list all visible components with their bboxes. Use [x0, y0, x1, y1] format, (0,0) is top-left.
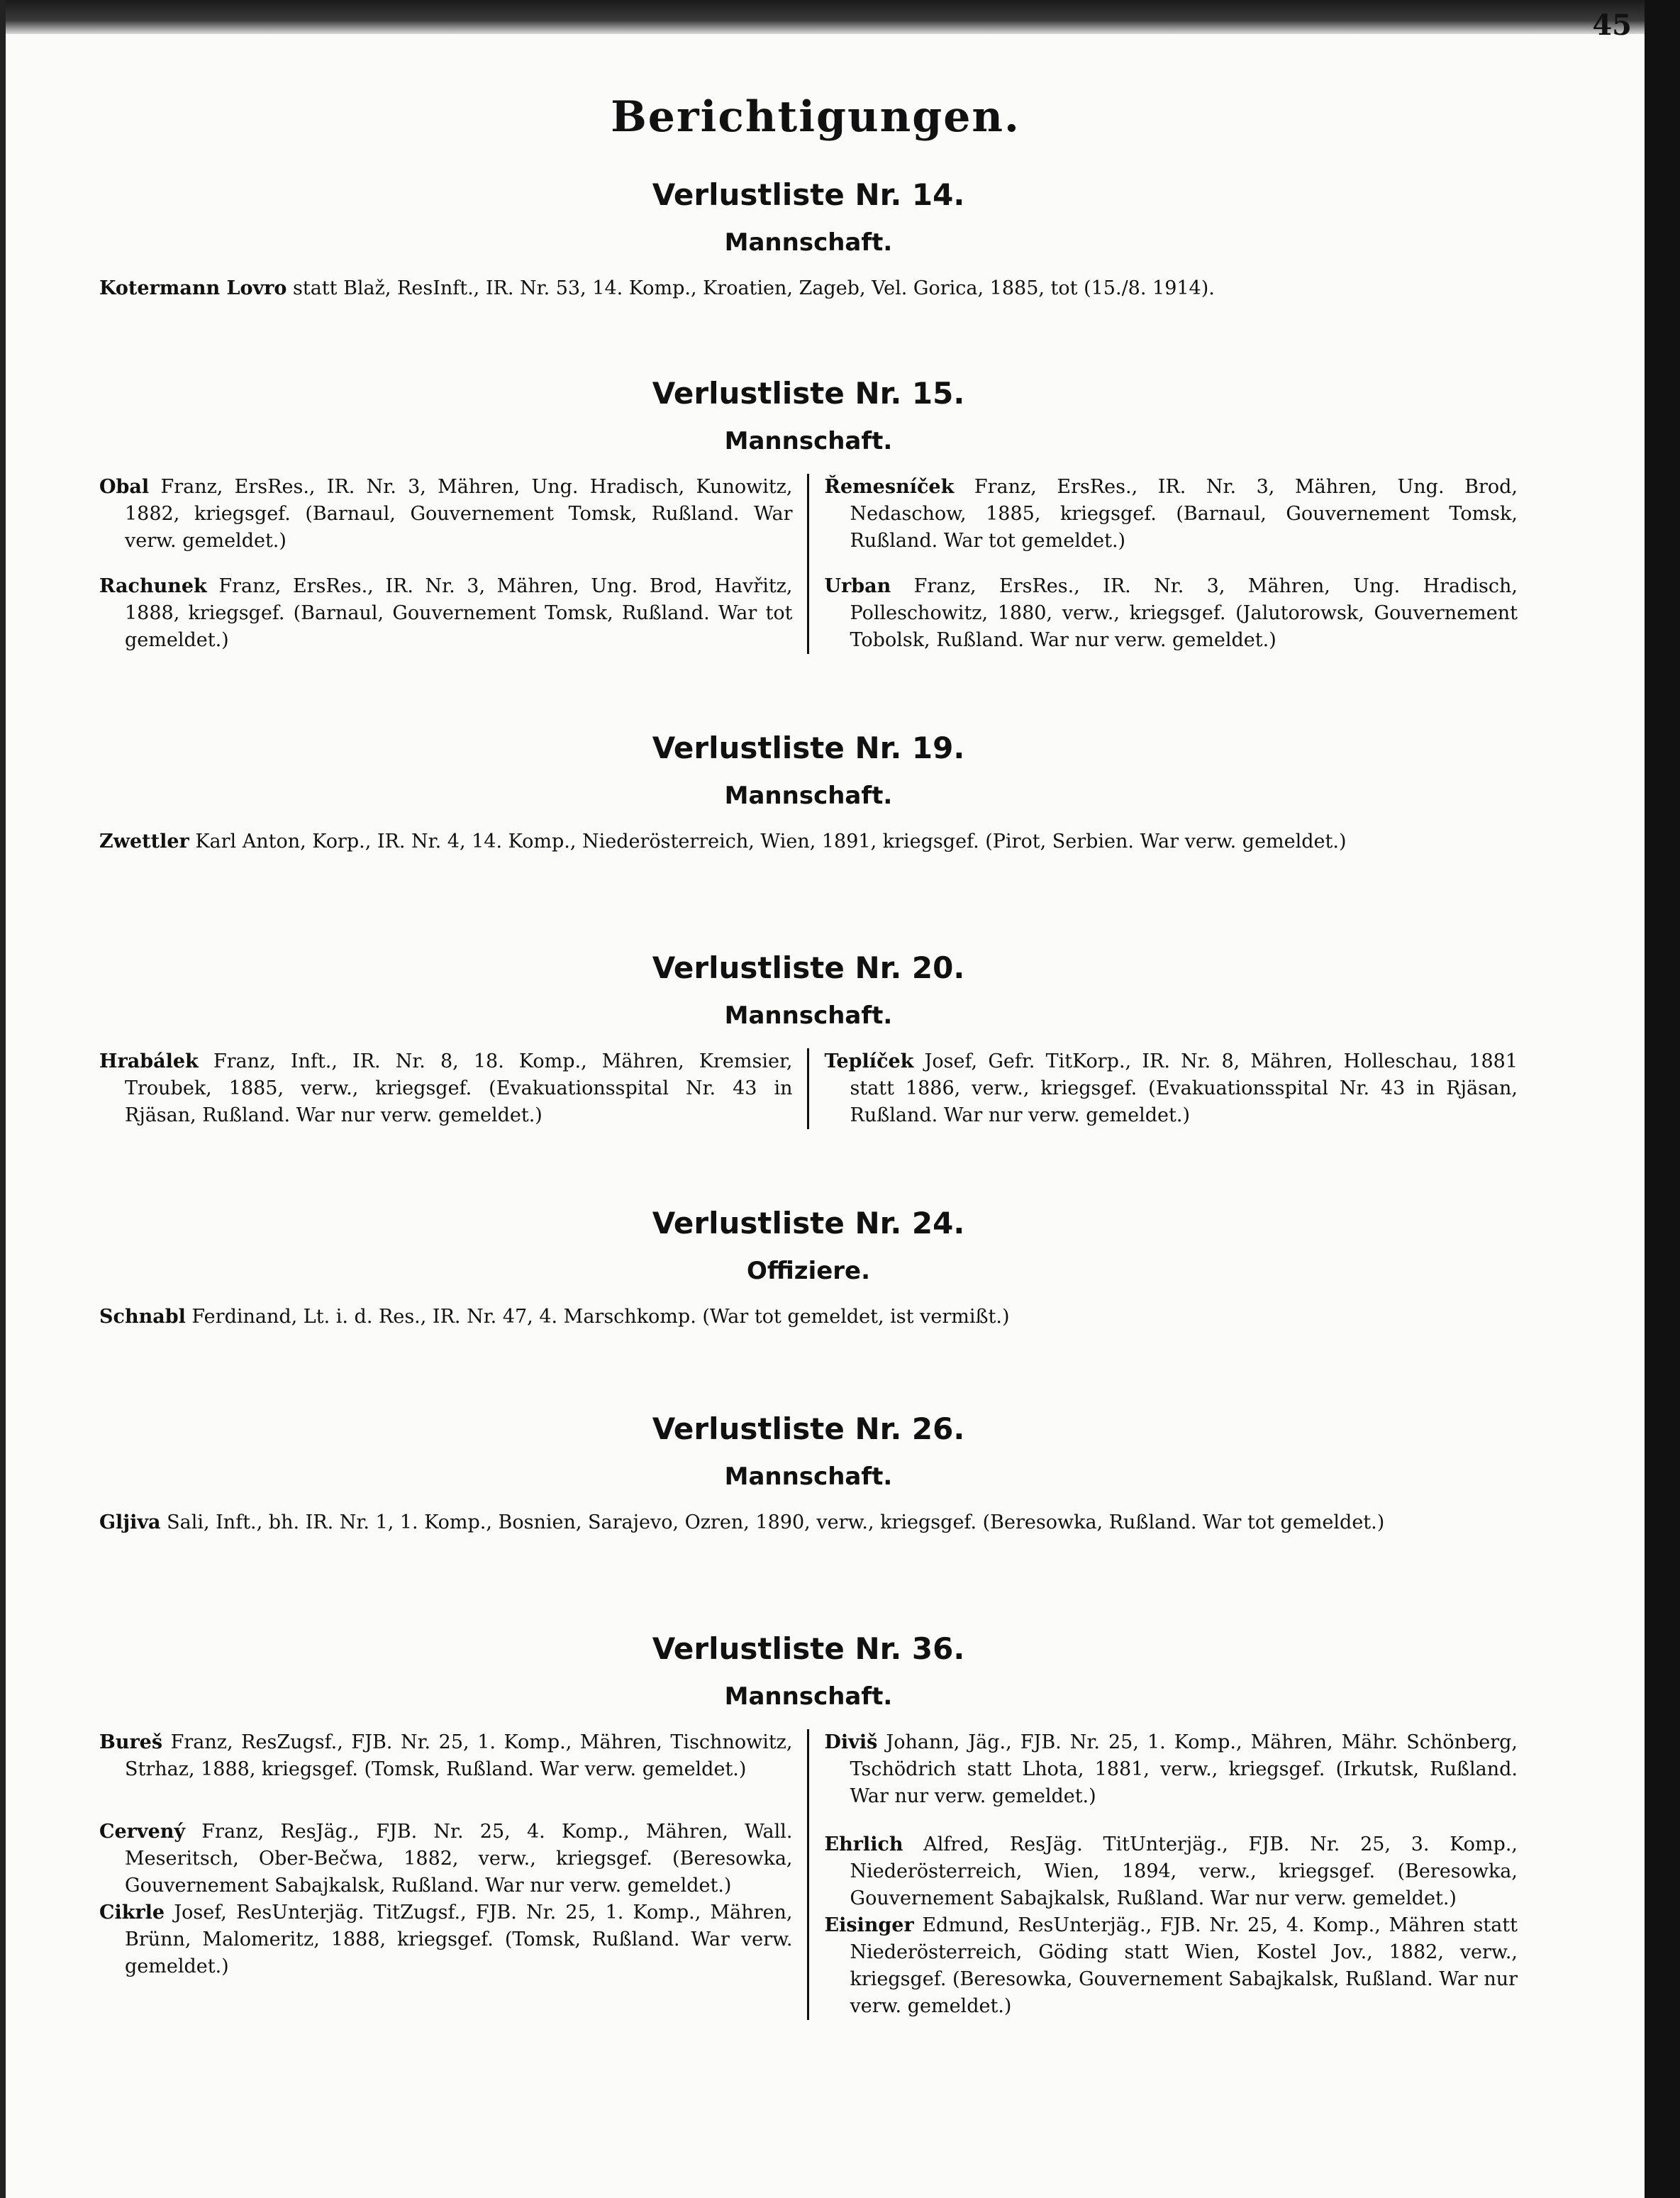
entry-text: Josef, ResUnterjäg. TitZugsf., FJB. Nr. 25, 1. Komp., Mähren, Brünn, Malomeritz, 1888, kriegsgef. (Tomsk, Rußland. War verw. gemeldet.) — [125, 1902, 793, 1977]
scan-right-edge — [1645, 0, 1680, 2198]
list-heading: Verlustliste Nr. 14. — [652, 177, 965, 212]
entry — [99, 573, 793, 654]
entry-name: Obal — [99, 476, 150, 498]
list-heading: Verlustliste Nr. 36. — [652, 1631, 965, 1666]
entry — [99, 828, 1518, 855]
list-heading: Verlustliste Nr. 19. — [652, 731, 965, 765]
entry-text: Franz, ResJäg., FJB. Nr. 25, 4. Komp., Mähren, Wall. Meseritsch, Ober-Bečwa, 1882, verw., kriegsgef. (Beresowka, Gouvernement Sabajkalsk, Rußland. War nur verw. gemeldet.) — [125, 1821, 793, 1897]
entry — [825, 1912, 1518, 2020]
page-title: Berichtigungen. — [611, 92, 1020, 142]
right-column — [807, 474, 1518, 654]
section-list-15 — [99, 376, 1518, 654]
entry — [825, 573, 1518, 654]
entry — [99, 1819, 793, 1899]
left-column — [99, 474, 807, 654]
entry-name: Zwettler — [99, 831, 189, 853]
scan-left-edge — [0, 0, 6, 2198]
section-list-24 — [99, 1206, 1518, 1331]
list-heading: Verlustliste Nr. 26. — [652, 1411, 965, 1446]
two-column-entries — [99, 474, 1518, 654]
entry-name: Teplíček — [824, 1050, 914, 1072]
two-column-entries — [99, 1048, 1518, 1129]
entry-text: Franz, Inft., IR. Nr. 8, 18. Komp., Mähren, Kremsier, Troubek, 1885, verw., kriegsgef. (Evakuationsspital Nr. 43 in Rjäsan, Rußland. War nur verw. gemeldet.) — [125, 1050, 793, 1126]
group-heading: Mannschaft. — [724, 1682, 893, 1711]
entry-text: Karl Anton, Korp., IR. Nr. 4, 14. Komp., Niederösterreich, Wien, 1891, kriegsgef. (Pirot, Serbien. War verw. gemeldet.) — [189, 831, 1347, 853]
entry — [99, 1048, 793, 1129]
entry-name: Gljiva — [99, 1511, 161, 1533]
scan-top-edge — [0, 0, 1680, 34]
group-heading: Mannschaft. — [724, 1001, 893, 1030]
right-column — [807, 1729, 1518, 2020]
left-column — [99, 1729, 807, 2020]
entry-name: Urban — [824, 575, 891, 597]
entry-text: Franz, ErsRes., IR. Nr. 3, Mähren, Ung. Brod, Nedaschow, 1885, kriegsgef. (Barnaul, Gouvernement Tomsk, Rußland. War tot gemeldet.) — [850, 476, 1518, 552]
entry — [99, 275, 1518, 302]
group-heading: Mannschaft. — [724, 782, 893, 810]
entry — [99, 474, 793, 555]
entry-name: Schnabl — [99, 1306, 186, 1328]
entry — [99, 1304, 1518, 1331]
entry-name: Kotermann Lovro — [99, 277, 287, 299]
entry-name: Diviš — [824, 1731, 878, 1753]
list-heading: Verlustliste Nr. 24. — [652, 1206, 965, 1240]
entry — [99, 1729, 793, 1783]
entry — [825, 1831, 1518, 1912]
entry-text: Franz, ErsRes., IR. Nr. 3, Mähren, Ung. Brod, Havřitz, 1888, kriegsgef. (Barnaul, Gouvernement Tomsk, Rußland. War tot gemeldet.) — [125, 575, 793, 651]
entry-name: Cervený — [99, 1821, 186, 1843]
entry — [99, 1899, 793, 1980]
section-list-19 — [99, 731, 1518, 855]
group-heading: Mannschaft. — [724, 228, 893, 257]
entry-text: Josef, Gefr. TitKorp., IR. Nr. 8, Mähren, Holleschau, 1881 statt 1886, verw., kriegsgef. (Evakuationsspital Nr. 43 in Rjäsan, Rußland. War nur verw. gemeldet.) — [850, 1050, 1518, 1126]
entry-name: Hrabálek — [99, 1050, 199, 1072]
entry-name: Rachunek — [99, 575, 207, 597]
entry — [825, 1048, 1518, 1129]
entry-text: Ferdinand, Lt. i. d. Res., IR. Nr. 47, 4. Marschkomp. (War tot gemeldet, ist vermißt.) — [185, 1306, 1010, 1328]
entry-text: Sali, Inft., bh. IR. Nr. 1, 1. Komp., Bosnien, Sarajevo, Ozren, 1890, verw., kriegsgef. (Beresowka, Rußland. War tot gemeldet.) — [160, 1511, 1385, 1533]
entry-text: Edmund, ResUnterjäg., FJB. Nr. 25, 4. Komp., Mähren statt Niederösterreich, Göding statt Wien, Kostel Jov., 1882, verw., kriegsgef. (Beresowka, Gouvernement Sabajkalsk, Rußland. War nur verw. gemeldet.) — [850, 1914, 1518, 2017]
group-heading: Offiziere. — [746, 1257, 871, 1285]
entry-text: Franz, ResZugsf., FJB. Nr. 25, 1. Komp., Mähren, Tischnowitz, Strhaz, 1888, kriegsgef. (Tomsk, Rußland. War verw. gemeldet.) — [125, 1731, 793, 1780]
group-heading: Mannschaft. — [724, 427, 893, 455]
section-list-26 — [99, 1411, 1518, 1536]
entry-name: Ehrlich — [824, 1833, 903, 1855]
right-column — [807, 1048, 1518, 1129]
entry-name: Řemesníček — [824, 476, 955, 498]
section-list-36 — [99, 1631, 1518, 2020]
entry-name: Bureš — [99, 1731, 163, 1753]
entry-text: Johann, Jäg., FJB. Nr. 25, 1. Komp., Mähren, Mähr. Schönberg, Tschödrich statt Lhota, 1881, verw., kriegsgef. (Irkutsk, Rußland. War nur verw. gemeldet.) — [850, 1731, 1518, 1807]
group-heading: Mannschaft. — [724, 1462, 893, 1491]
entry — [825, 1729, 1518, 1810]
left-column — [99, 1048, 807, 1129]
entry-text: Alfred, ResJäg. TitUnterjäg., FJB. Nr. 25, 3. Komp., Niederösterreich, Wien, 1894, verw., kriegsgef. (Beresowka, Gouvernement Sabajkalsk, Rußland. War nur verw. gemeldet.) — [850, 1833, 1518, 1909]
two-column-entries — [99, 1729, 1518, 2020]
section-list-20 — [99, 950, 1518, 1129]
entry — [99, 1509, 1518, 1536]
entry-text: statt Blaž, ResInft., IR. Nr. 53, 14. Komp., Kroatien, Zageb, Vel. Gorica, 1885, tot (15./8. 1914). — [287, 277, 1215, 299]
entry-text: Franz, ErsRes., IR. Nr. 3, Mähren, Ung. Hradisch, Kunowitz, 1882, kriegsgef. (Barnaul, Gouvernement Tomsk, Rußland. War verw. gemeldet.) — [125, 476, 793, 552]
entry — [825, 474, 1518, 555]
page-number: 45 — [1592, 9, 1632, 42]
list-heading: Verlustliste Nr. 15. — [652, 376, 965, 411]
entry-name: Cikrle — [99, 1902, 165, 1924]
list-heading: Verlustliste Nr. 20. — [652, 950, 965, 985]
entry-text: Franz, ErsRes., IR. Nr. 3, Mähren, Ung. Hradisch, Polleschowitz, 1880, verw., kriegsgef. (Jalutorowsk, Gouvernement Tobolsk, Rußland. War nur verw. gemeldet.) — [850, 575, 1518, 651]
entry-name: Eisinger — [824, 1914, 914, 1936]
section-list-14 — [99, 177, 1518, 302]
